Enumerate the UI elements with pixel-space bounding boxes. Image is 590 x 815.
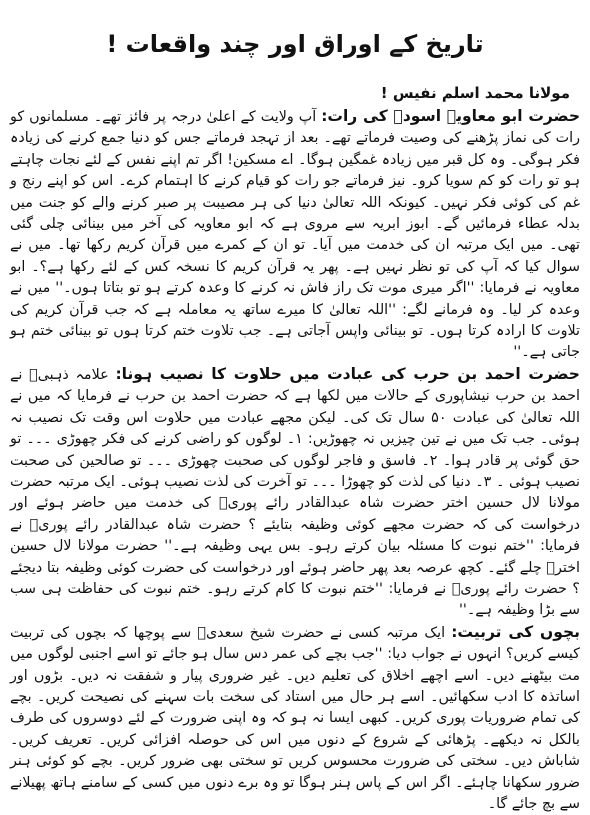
author-byline: مولانا محمد اسلم نفیس ! (380, 84, 570, 102)
section-body: علامہ ذہبیؒ نے احمد بن حرب نیشاپوری کے حالات میں لکھا ہے کہ حضرت احمد بن حرب نے فرمایا کہ میں نے اللہ تعالیٰ کی عبادت ۵۰ سال تک کی۔ لیکن مجھے عبادت میں حلاوت اس وقت تک نصیب نہ ہوئی۔ جب تک میں نے تین چیزیں نہ چھوڑیں: ۱۔ لوگوں کو راضی کرنے کی فکر چھوڑی ۔۔۔ تو حق گوئی پر قادر ہوا۔ ۲۔ فاسق و فاجر لوگوں کی صحبت چھوڑی ۔۔۔ تو صالحین کی صحبت نصیب ہوئی ۔ ۳۔ دنیا کی لذت کو چھوڑا ۔۔۔ تو آخرت کی لذت نصیب ہوئی۔ ایک مرتبہ حضرت مولانا لال حسین اختر حضرت شاہ عبدالقادر رائے پوریؒ کی خدمت میں حاضر ہوئے اور درخواست کی کہ حضرت مجھے کوئی وظیفہ بتایئے ؟ حضرت شاہ عبدالقادر رائے پوریؒ نے فرمایا: ''ختم نبوت کا مسئلہ بیان کرتے رہو۔ بس یہی وظیفہ ہے۔'' حضرت مولانا لال حسین اخترؒ چلے گئے۔ کچھ عرصہ بعد پھر حاضر ہوئے اور درخواست کی حضرت کوئی وظیفہ بتا دیجئے ؟ حضرت رائے پوریؒ نے فرمایا: ''ختم نبوت کا کام کرتے رہو۔ ختم نبوت کی حفاظت ہی سب سے بڑا وظیفہ ہے۔'' (10, 366, 580, 619)
section-body: ایک مرتبہ کسی نے حضرت شیخ سعدیؒ سے پوچھا کہ بچوں کی تربیت کیسے کریں؟ انہوں نے جواب دیا: ''جب بچے کی عمر دس سال ہو جائے تو اسے اجنبی لوگوں میں مت بیٹھنے دیں۔ اسے اچھے اخلاق کی تعلیم دیں۔ غیر ضروری پیار و شفقت نہ دیں۔ بڑوں اور اساتذہ کا ادب سکھائیں۔ اسے ہر حال میں استاد کی سخت بات سہنے کی نصیحت کریں۔ بچے کی تمام ضروریات پوری کریں۔ کبھی ایسا نہ ہو کہ وہ اپنی ضرورت کے لئے دوسروں کی طرف بالکل نہ دیکھے۔ پڑھائی کے شروع کے دنوں میں اس کی حوصلہ افزائی کریں۔ تعریف کریں۔ شاباش دیں۔ سختی کی ضرورت محسوس کریں تو سختی بھی ضرور کریں۔ بچے کو کوئی ہنر ضرور سکھانا چاہئے۔ اگر اس کے پاس ہنر ہوگا تو وہ برے دنوں میں کسی کے سامنے ہاتھ پھیلانے سے بچ جائے گا۔ (10, 624, 580, 812)
article-title: تاریخ کے اوراق اور چند واقعات ! (106, 30, 484, 58)
section-abu-muawiya (10, 106, 580, 364)
section-heading: حضرت احمد بن حرب کی عبادت میں حلاوت کا نصیب ہونا: (115, 364, 580, 383)
section-child-upbringing (10, 622, 580, 815)
section-body: آپ ولایت کے اعلیٰ درجہ پر فائز تھے۔ مسلمانوں کو رات کی نماز پڑھنے کی وصیت فرماتے تھے۔ بعد از تہجد فرماتے جس کو دنیا جمع کرنے کی زیادہ فکر ہوگی۔ وہ کل قبر میں زیادہ غمگین ہوگا۔ اے مسکین! اگر تم اپنے نفس کے لئے نجات چاہتے ہو تو رات کو کم سویا کرو۔ نیز فرماتے جو رات کو قیام کرنے کا اہتمام کرے۔ اس کو اپنے رنج و غم کی کوئی فکر نہیں۔ کیونکہ اللہ تعالیٰ دنیا کی ہر مصیبت پر صبر کرنے والے کو جنت میں بدلہ عطاء فرمائیں گے۔ ابوز ابریہ سے مروی ہے کہ ابو معاویہ کی آخر میں بینائی چلی گئی تھی۔ میں ایک مرتبہ ان کی خدمت میں آیا۔ تو ان کے کمرے میں قرآن کریم رکھا تھا۔ میں نے سوال کیا کہ آپ کی تو نظر نہیں ہے۔ پھر یہ قرآن کریم کا نسخہ کس کے لئے رکھا ہے؟۔ ابو معاویہ نے فرمایا: ''اگر میری موت تک راز فاش نہ کرنے کا وعدہ کرتے ہو تو بتاتا ہوں۔'' میں نے وعدہ کر لیا۔ وہ فرمانے لگے: ''اللہ تعالیٰ کا میرے ساتھ یہ معاملہ ہے کہ جب قرآن کریم کی تلاوت کا ارادہ کرتا ہوں۔ تو بینائی واپس آجاتی ہے۔ جب تلاوت ختم کرتا ہوں تو بینائی ختم ہو جاتی ہے۔'' (10, 109, 580, 361)
section-heading: حضرت ابو معاویہ اسودؒ کی رات: (321, 107, 580, 125)
section-ahmad-bin-harb (10, 364, 580, 622)
section-heading: بچوں کی تربیت: (451, 622, 580, 641)
